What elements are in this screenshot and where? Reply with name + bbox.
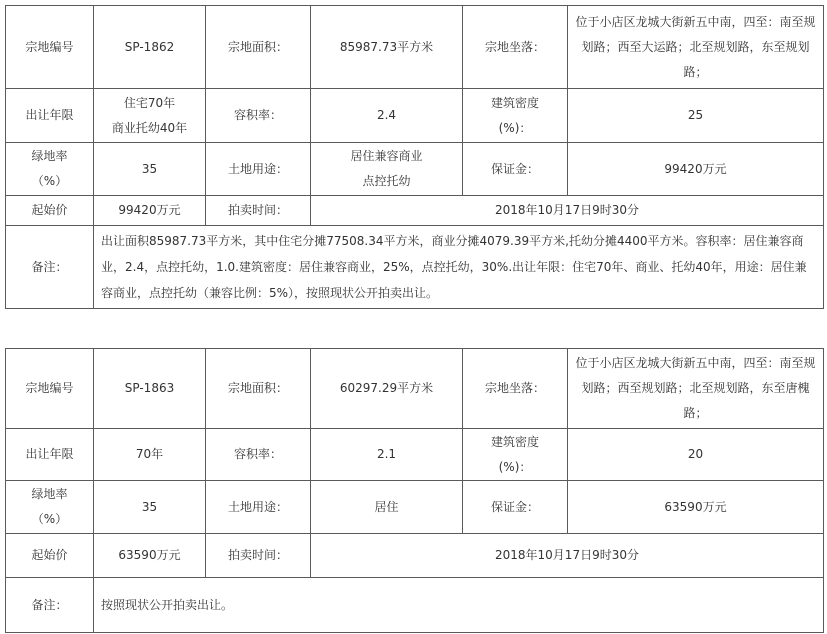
land-use-value: 居住 xyxy=(311,481,463,534)
building-density-label: 建筑密度 (%)： xyxy=(463,429,568,481)
building-density-label: 建筑密度 (%)： xyxy=(463,89,568,143)
lot-area-value: 60297.29平方米 xyxy=(311,349,463,429)
lot-area-label: 宗地面积： xyxy=(206,6,311,89)
deposit-value: 63590万元 xyxy=(568,481,824,534)
lot-row-term xyxy=(6,429,824,481)
lot-location-label: 宗地坐落： xyxy=(463,349,568,429)
floor-area-ratio-value: 2.4 xyxy=(311,89,463,143)
lot-row-basic xyxy=(6,6,824,89)
lot-location-value: 位于小店区龙城大街新五中南，四至：南至规划路；西至大运路；北至规划路，东至规划路； xyxy=(568,6,824,89)
start-price-label: 起始价 xyxy=(6,196,94,226)
land-use-label: 土地用途： xyxy=(206,143,311,196)
deposit-label: 保证金： xyxy=(463,481,568,534)
deposit-value: 99420万元 xyxy=(568,143,824,196)
lot-location-label: 宗地坐落： xyxy=(463,6,568,89)
building-density-value: 20 xyxy=(568,429,824,481)
land-lot-table xyxy=(5,5,824,309)
green-ratio-label: 绿地率 （%） xyxy=(6,481,94,534)
auction-time-value: 2018年10月17日9时30分 xyxy=(311,534,824,578)
lease-term-label: 出让年限 xyxy=(6,89,94,143)
building-density-value: 25 xyxy=(568,89,824,143)
lot-row-basic xyxy=(6,349,824,429)
lot-number-label: 宗地编号 xyxy=(6,349,94,429)
lot-row-remark xyxy=(6,226,824,309)
deposit-label: 保证金： xyxy=(463,143,568,196)
lot-row-use xyxy=(6,143,824,196)
auction-time-label: 拍卖时间： xyxy=(206,196,311,226)
floor-area-ratio-value: 2.1 xyxy=(311,429,463,481)
remark-label: 备注： xyxy=(6,226,94,309)
lot-row-use xyxy=(6,481,824,534)
start-price-value: 99420万元 xyxy=(94,196,206,226)
auction-time-value: 2018年10月17日9时30分 xyxy=(311,196,824,226)
green-ratio-label: 绿地率 （%） xyxy=(6,143,94,196)
floor-area-ratio-label: 容积率： xyxy=(206,429,311,481)
lease-term-label: 出让年限 xyxy=(6,429,94,481)
green-ratio-value: 35 xyxy=(94,143,206,196)
land-use-label: 土地用途： xyxy=(206,481,311,534)
remark-value: 按照现状公开拍卖出让。 xyxy=(94,578,824,633)
lot-area-value: 85987.73平方米 xyxy=(311,6,463,89)
lot-row-price xyxy=(6,534,824,578)
land-use-value: 居住兼容商业 点控托幼 xyxy=(311,143,463,196)
land-lot-table xyxy=(5,348,824,633)
lot-number-value: SP-1862 xyxy=(94,6,206,89)
lot-area-label: 宗地面积： xyxy=(206,349,311,429)
start-price-value: 63590万元 xyxy=(94,534,206,578)
lot-row-term xyxy=(6,89,824,143)
floor-area-ratio-label: 容积率： xyxy=(206,89,311,143)
lease-term-value: 住宅70年 商业托幼40年 xyxy=(94,89,206,143)
lot-number-value: SP-1863 xyxy=(94,349,206,429)
remark-label: 备注： xyxy=(6,578,94,633)
lease-term-value: 70年 xyxy=(94,429,206,481)
auction-time-label: 拍卖时间： xyxy=(206,534,311,578)
green-ratio-value: 35 xyxy=(94,481,206,534)
lot-row-price xyxy=(6,196,824,226)
lot-row-remark xyxy=(6,578,824,633)
lot-location-value: 位于小店区龙城大街新五中南，四至：南至规划路；西至规划路；北至规划路，东至唐槐路； xyxy=(568,349,824,429)
remark-value: 出让面积85987.73平方米，其中住宅分摊77508.34平方米，商业分摊4079.39平方米,托幼分摊4400平方米。容积率：居住兼容商业，2.4，点控托幼，1.0.建筑密度：居住兼容商业，25%，点控托幼，30%.出让年限：住宅70年、商业、托幼40年，用途：居住兼容商业，点控托幼（兼容比例：5%），按照现状公开拍卖出让。 xyxy=(94,226,824,309)
start-price-label: 起始价 xyxy=(6,534,94,578)
lot-number-label: 宗地编号 xyxy=(6,6,94,89)
